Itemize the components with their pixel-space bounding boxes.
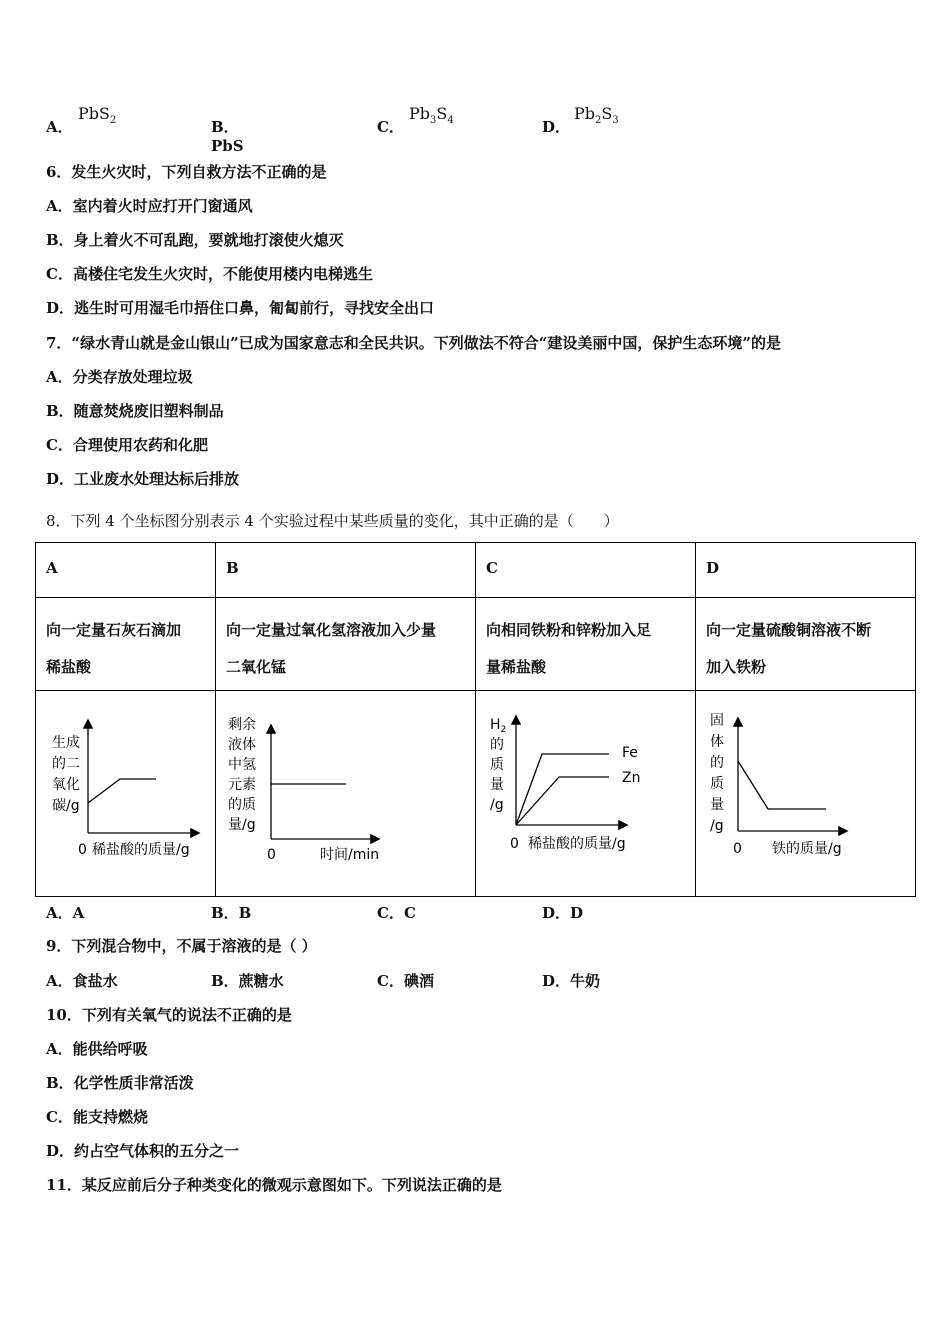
curve-fe xyxy=(516,754,609,825)
y-label-1: 剩余 xyxy=(228,717,256,733)
col-header-c: C xyxy=(476,543,696,598)
q10-option-b[interactable]: B．化学性质非常活泼 xyxy=(46,1074,194,1092)
graph-c xyxy=(476,691,696,897)
y-label-1: 生成 xyxy=(52,735,80,751)
curve-d xyxy=(738,761,826,809)
y-label-3: 的 xyxy=(710,755,724,771)
q8-table xyxy=(35,542,916,897)
q7-stem: 7．“绿水青山就是金山银山”已成为国家意志和全民共识。下列做法不符合“建设美丽中国，保护生态环境”的是 xyxy=(46,334,781,352)
x-label: 稀盐酸的质量/g xyxy=(92,842,190,858)
y-label-h2: $H_2$ xyxy=(490,717,507,735)
graph-a xyxy=(36,691,216,897)
formula: $Pb_2S_3$ xyxy=(574,104,619,127)
q7-option-c[interactable]: C．合理使用农药和化肥 xyxy=(46,436,208,454)
q8-answer-a[interactable]: A．A xyxy=(46,904,85,922)
q7-option-a[interactable]: A．分类存放处理垃圾 xyxy=(46,368,193,386)
curve-zn xyxy=(516,777,609,825)
q9-stem: 9．下列混合物中，不属于溶液的是（ ） xyxy=(46,937,317,955)
legend-zn: Zn xyxy=(622,770,641,786)
q11-stem: 11．某反应前后分子种类变化的微观示意图如下。下列说法正确的是 xyxy=(46,1176,502,1194)
y-label-2: 质 xyxy=(490,757,504,773)
desc-d: 向一定量硫酸铜溶液不断 加入铁粉 xyxy=(696,598,916,691)
y-label-3: 中氢 xyxy=(228,757,256,773)
formula: $Pb_3S_4$ xyxy=(409,104,454,127)
desc-a: 向一定量石灰石滴加 稀盐酸 xyxy=(36,598,216,691)
legend-fe: Fe xyxy=(622,745,638,761)
y-label-6: /g xyxy=(710,818,724,834)
y-label-2: 的二 xyxy=(52,756,80,772)
q7-option-b[interactable]: B．随意焚烧废旧塑料制品 xyxy=(46,402,224,420)
formula: PbS$_2$ xyxy=(78,104,117,127)
y-label-5: 量 xyxy=(710,797,724,813)
q9-answer-d[interactable]: D．牛奶 xyxy=(542,972,601,990)
q6-option-c[interactable]: C．高楼住宅发生火灾时，不能使用楼内电梯逃生 xyxy=(46,265,373,283)
x-label: 时间/min xyxy=(320,847,380,863)
y-label-2: 体 xyxy=(710,734,724,750)
q9-answer-a[interactable]: A．食盐水 xyxy=(46,972,118,990)
y-label-4: 元素 xyxy=(228,777,256,793)
y-label-3: 量 xyxy=(490,777,504,793)
desc-b: 向一定量过氧化氢溶液加入少量 二氧化锰 xyxy=(216,598,476,691)
y-label-4: 碳/g xyxy=(52,798,80,814)
q9-answer-b[interactable]: B．蔗糖水 xyxy=(211,972,284,990)
y-label-1: 固 xyxy=(710,713,724,729)
q6-option-b[interactable]: B．身上着火不可乱跑，要就地打滚使火熄灭 xyxy=(46,231,344,249)
origin-label: 0 xyxy=(78,842,87,858)
q8-answer-d[interactable]: D．D xyxy=(542,904,584,922)
origin-label: 0 xyxy=(733,841,742,857)
y-label-4: /g xyxy=(490,797,504,813)
y-label-3: 氧化 xyxy=(52,777,80,793)
x-label: 稀盐酸的质量/g xyxy=(528,836,626,852)
q6-stem: 6．发生火灾时，下列自救方法不正确的是 xyxy=(46,163,327,181)
q7-option-d[interactable]: D．工业废水处理达标后排放 xyxy=(46,470,240,488)
q6-option-a[interactable]: A．室内着火时应打开门窗通风 xyxy=(46,197,253,215)
y-label-5: 的质 xyxy=(228,797,256,813)
y-label-1: 的 xyxy=(490,737,504,753)
origin-label: 0 xyxy=(267,847,276,863)
q8-answer-c[interactable]: C．C xyxy=(377,904,416,922)
graph-b xyxy=(216,691,476,897)
curve-a xyxy=(88,779,156,803)
q10-stem: 10．下列有关氧气的说法不正确的是 xyxy=(46,1006,292,1024)
y-label-4: 质 xyxy=(710,776,724,792)
y-label-2: 液体 xyxy=(228,737,256,753)
col-header-b: B xyxy=(216,543,476,598)
y-label-6: 量/g xyxy=(228,817,256,833)
q9-answer-c[interactable]: C．碘酒 xyxy=(377,972,434,990)
q8-stem: 8．下列 4 个坐标图分别表示 4 个实验过程中某些质量的变化，其中正确的是（ ） xyxy=(46,512,619,530)
q6-option-d[interactable]: D．逃生时可用湿毛巾捂住口鼻，匍匐前行，寻找安全出口 xyxy=(46,299,435,317)
graph-d xyxy=(696,691,916,897)
q10-option-c[interactable]: C．能支持燃烧 xyxy=(46,1108,148,1126)
x-label: 铁的质量/g xyxy=(772,841,842,857)
origin-label: 0 xyxy=(510,836,519,852)
desc-c: 向相同铁粉和锌粉加入足 量稀盐酸 xyxy=(476,598,696,691)
q8-answer-b[interactable]: B．B xyxy=(211,904,252,922)
q10-option-d[interactable]: D．约占空气体积的五分之一 xyxy=(46,1142,240,1160)
col-header-d: D xyxy=(696,543,916,598)
q10-option-a[interactable]: A．能供给呼吸 xyxy=(46,1040,148,1058)
col-header-a: A xyxy=(36,543,216,598)
